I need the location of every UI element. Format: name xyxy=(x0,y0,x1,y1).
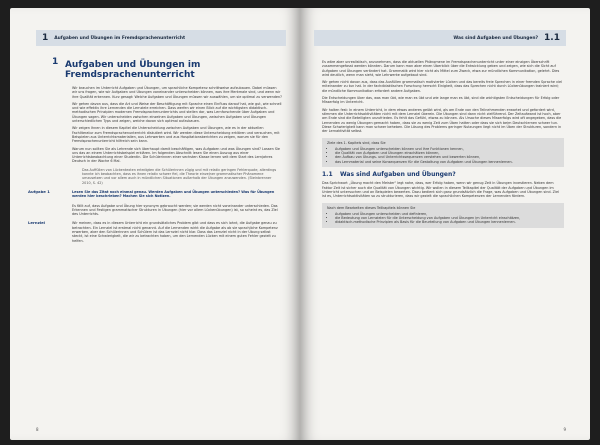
goals-box xyxy=(322,138,564,166)
running-header-title: Aufgaben und Übungen im Fremdsprachenunterricht xyxy=(54,35,186,41)
paragraph: Wir brauchen im Unterricht Aufgaben und Übungen, um sprachliche Kompetenz schrittweise aufzubauen. Dabei müssen wir uns fragen, wie wir Aufgaben und Übungen voneinander unterscheiden können, was ihre Merkmale sind, und wenn wir ihre Qualität erkennen. Kurz gesagt: Welche Aufgaben und Übungen müssen wir auswählen, um sie optimal zu verwenden? xyxy=(72,86,282,99)
paragraph: Die Entscheidungen über das, was man übt, wie man es übt und wie lange man es übt, sind die wichtigsten Entscheidungen für Erfolg oder Misserfolg im Unterricht. xyxy=(322,96,560,105)
list-item: • den Aufbau von Übungs- und Unterrichtssequenzen verstehen und bewerten können, xyxy=(335,155,559,159)
book-spread xyxy=(10,8,590,440)
section-heading xyxy=(52,57,282,80)
objectives-intro: Nach dem Bearbeiten dieses Teilkapitels können Sie xyxy=(327,206,416,211)
list-item: • die Qualität von Aufgaben und Übungen einschätzen können, xyxy=(335,151,559,155)
chapter-number: 1.1 xyxy=(544,33,560,43)
paragraph: Wir gehen nicht davon aus, dass das Ausfüllen grammatisch motivierter Lücken und das bereits freie Sprechen in einer fremden Sprache viel miteinander zu tun hat. In der fachdidaktischen Forschung herrscht Einigkeit, dass das Sprechen nicht durch Lückenübungen trainiert wird; die mündliche Kommunikation erfordert andere Aufgaben. xyxy=(322,80,562,93)
paragraph: Es fällt auf, dass Aufgabe und Übung hier synonym gebraucht werden; sie werden nicht voneinander unterschieden. Das Erkennen und Festigen grammatischer Strukturen in Übungen (hier vor allem Lückenübungen) ist, so scheint es, das Ziel des Unterrichts. xyxy=(72,203,278,217)
subsection-heading xyxy=(322,170,564,178)
paragraph: Das Sprichwort „Übung macht den Meister" legt nahe, dass, wer Erfolg haben, wenn wir genug Zeit in Übungen investieren. Neben dem Faktor Zeit ist sicher auch die Qualität von Übungen wichtig. Wir wollen in diesem Teilkapitel der Qualität der Aufgaben und Übungen im Unterricht untersuchen und an Beispielen bewerten. Dazu bedient sich ganz grundsätzlich die Frage, was Aufgaben und Übungen sind. Ziel ist es, Unterrichtsaktivitäten so zu strukturieren, dass wir gezielt die sprachlichen Kompetenzen der Lernenden fördern. xyxy=(322,181,559,199)
list-item: • Aufgaben und Übungen unterscheiden und definieren, xyxy=(335,212,559,216)
objectives-list xyxy=(327,212,559,225)
paragraph: Es wäre aber unrealistisch, anzunehmen, dass die aktuellen Phänomene im Fremdsprachenunterricht unter einer einzigen Überschrift zusammengefasst werden könnten. Darum kann man aber einen Überblick über die Entwicklung geben und zeigen, wie sich die Sicht auf Aufgaben und Übungen verändert hat. Grammatik wird hier nicht als Mittel zum Zweck, etwa zur mündlichen Kommunikation, gelehrt. Dies wird deutlich, wenn man sieht, wie Lehrwerke aufgebaut sind. xyxy=(322,60,560,77)
paragraph: Wir halten fest: In einem Unterricht, in dem etwas anderes geübt wird, als am Ende von den Teilnehmenden erwartet und gefordert wird, stimmen die Unterrichtsaktivitäten nicht mit dem Lernziel überein. Die Übungen sind dann nicht zielführend. Der Zeitaufwand ist hoch, aber am Ende sind die Beteiligten unzufrieden. Es fehlt das Gefühl, etwas zu können. Als Ursache dieses Misserfolgs wird oft angegeben, dass die Lernenden zu wenig Übungen gemacht haben, dass sie zu wenig Zeit zum Üben hatten oder dass sie sich beim Deutschlernen schwer tun. Diese Schwierigkeit kann man schwer beheben. Die Lösung des Problems geringer Nutzungen liegt nicht im Üben der Strukturen, sondern in der Lernaktivität selbst. xyxy=(322,107,562,134)
left-running-header xyxy=(36,30,286,46)
right-page xyxy=(300,8,590,440)
right-content xyxy=(322,60,564,233)
right-running-header xyxy=(314,30,566,46)
subsection-number: 1.1 xyxy=(322,170,333,178)
paragraph: Wir gehen davon aus, dass die Art und Weise der Beschäftigung mit Sprache einen Einfluss darauf hat, wie gut, wie schnell und wie effektiv ihre Lernenden die Lernziele erreichen. Dass werfen wir einen Blick auf die wichtigsten didaktisch-methodischen Prinzipien modernen Fremdsprachenunterrichts und stellen dar, was Lernforschende über Aufgaben und Übungen sagen. Wir unterscheiden zwischen einzelnen Aufgaben und Übungen, zwischen Aufgaben und Übungen unterschiedlichen Typs und zeigen, welche davon sich optimal aufzubauen. xyxy=(72,101,282,124)
running-header-title: Was sind Aufgaben und Übungen? xyxy=(453,35,539,41)
section-number: 1 xyxy=(52,57,59,67)
goals-list xyxy=(327,147,559,164)
paragraph: Warum nun sollten Sie als Lehrende sich überhaupt damit beschäftigen, was Aufgaben und was Übungen sind? Lassen Sie uns das an einem Unterrichtsbeispiel erklären. Im folgenden Abschnitt lesen Sie einen Auszug aus einer Unterrichtsbeobachtung einer Studentin. Die Schülerinnen einer sechsten Klasse lernen seit dem Start des Lernjahres Deutsch in der Woche 6 Mal. xyxy=(72,146,281,164)
list-item: • Aufgaben und Übungen unterscheiden können und ihre Funktionen kennen, xyxy=(335,147,559,151)
section-title: Aufgaben und Übungen im Fremdsprachenunterricht xyxy=(64,60,201,80)
left-content xyxy=(28,57,282,248)
list-item: • didaktisch-methodische Prinzipien als Basis für die Beurteilung von Aufgaben und Übungen kennenlernen. xyxy=(335,220,559,224)
list-item: • die Bedeutung von Lernzielen für die Unterscheidung von Aufgaben und Übungen im Unterricht einschätzen, xyxy=(335,216,559,220)
subsection-title: Was sind Aufgaben und Übungen? xyxy=(340,170,456,178)
task-block xyxy=(28,188,282,199)
page-number: 9 xyxy=(563,427,566,432)
page-number: 8 xyxy=(36,427,39,432)
goals-intro: Ziele des 1. Kapitels sind, dass Sie xyxy=(327,141,386,146)
lernziel-label: Lernziel xyxy=(28,220,45,226)
list-item: • das Lernmaterial und seine Konsequenzen für die Gestaltung von Aufgaben und Übungen kennenlernen. xyxy=(335,160,559,164)
task-text: Lesen Sie das Zitat noch einmal genau. Werden Aufgaben und Übungen unterschieden? Was für Übungen werden hier beschrieben? Machen Sie sich Notizen. xyxy=(72,189,275,199)
block-quote: Das Auffüllen von Lückentexten erledigten die Schülerinnen zügig und mit relativ geringen Fehlerquote, allerdings konnte ich beobachten, dass es ihnen relativ schwer fiel, die Theorie einzelner grammatischer Phänomene umzusetzen und vor allem auch in mündlichen Situationen außerhalb der Übungen anzuwenden. (Steinbrenner 2010, S. 42) xyxy=(82,167,277,185)
paragraph: Wir meinen, dass es in diesem Unterricht ein grundsätzliches Problem gibt und dass es sich lohnt, die Aufgabe genau zu betrachten. Ein Lernziel ist erstmal nicht genannt. Auf die Lernenden wirkt die Aufgabe als ob sie sprachliche Kompetenz erwerben, aber den Schülerinnen und Schülern ist das Lernziel nicht klar. Dass das Lernziel nicht in der Übung selbst steckt, ist eine Schwierigkeit, die wir zu betrachten haben, um den Lernenden Lücken mit einem guten Fehler gezielt zu helfen. xyxy=(72,221,278,243)
lernziel-block xyxy=(28,220,282,243)
left-page xyxy=(10,8,300,440)
chapter-number: 1 xyxy=(42,33,49,43)
objectives-box xyxy=(322,203,564,227)
paragraph: Wir zeigen Ihnen in diesem Kapitel die Unterscheidung zwischen Aufgaben und Übungen, wie es in der aktuellen Fachliteratur zum Fremdsprachenunterricht diskutiert wird. Wir werden diese Unterscheidung erklären und versuchen, mit Beispielen aus Unterrichtsmaterialien, aus Lehrwerken und aus Hospitationsberichten zu zeigen, warum sie für den Fremdsprachenunterricht hilfreich sein kann. xyxy=(72,126,280,144)
task-label: Aufgabe 1 xyxy=(28,188,50,194)
